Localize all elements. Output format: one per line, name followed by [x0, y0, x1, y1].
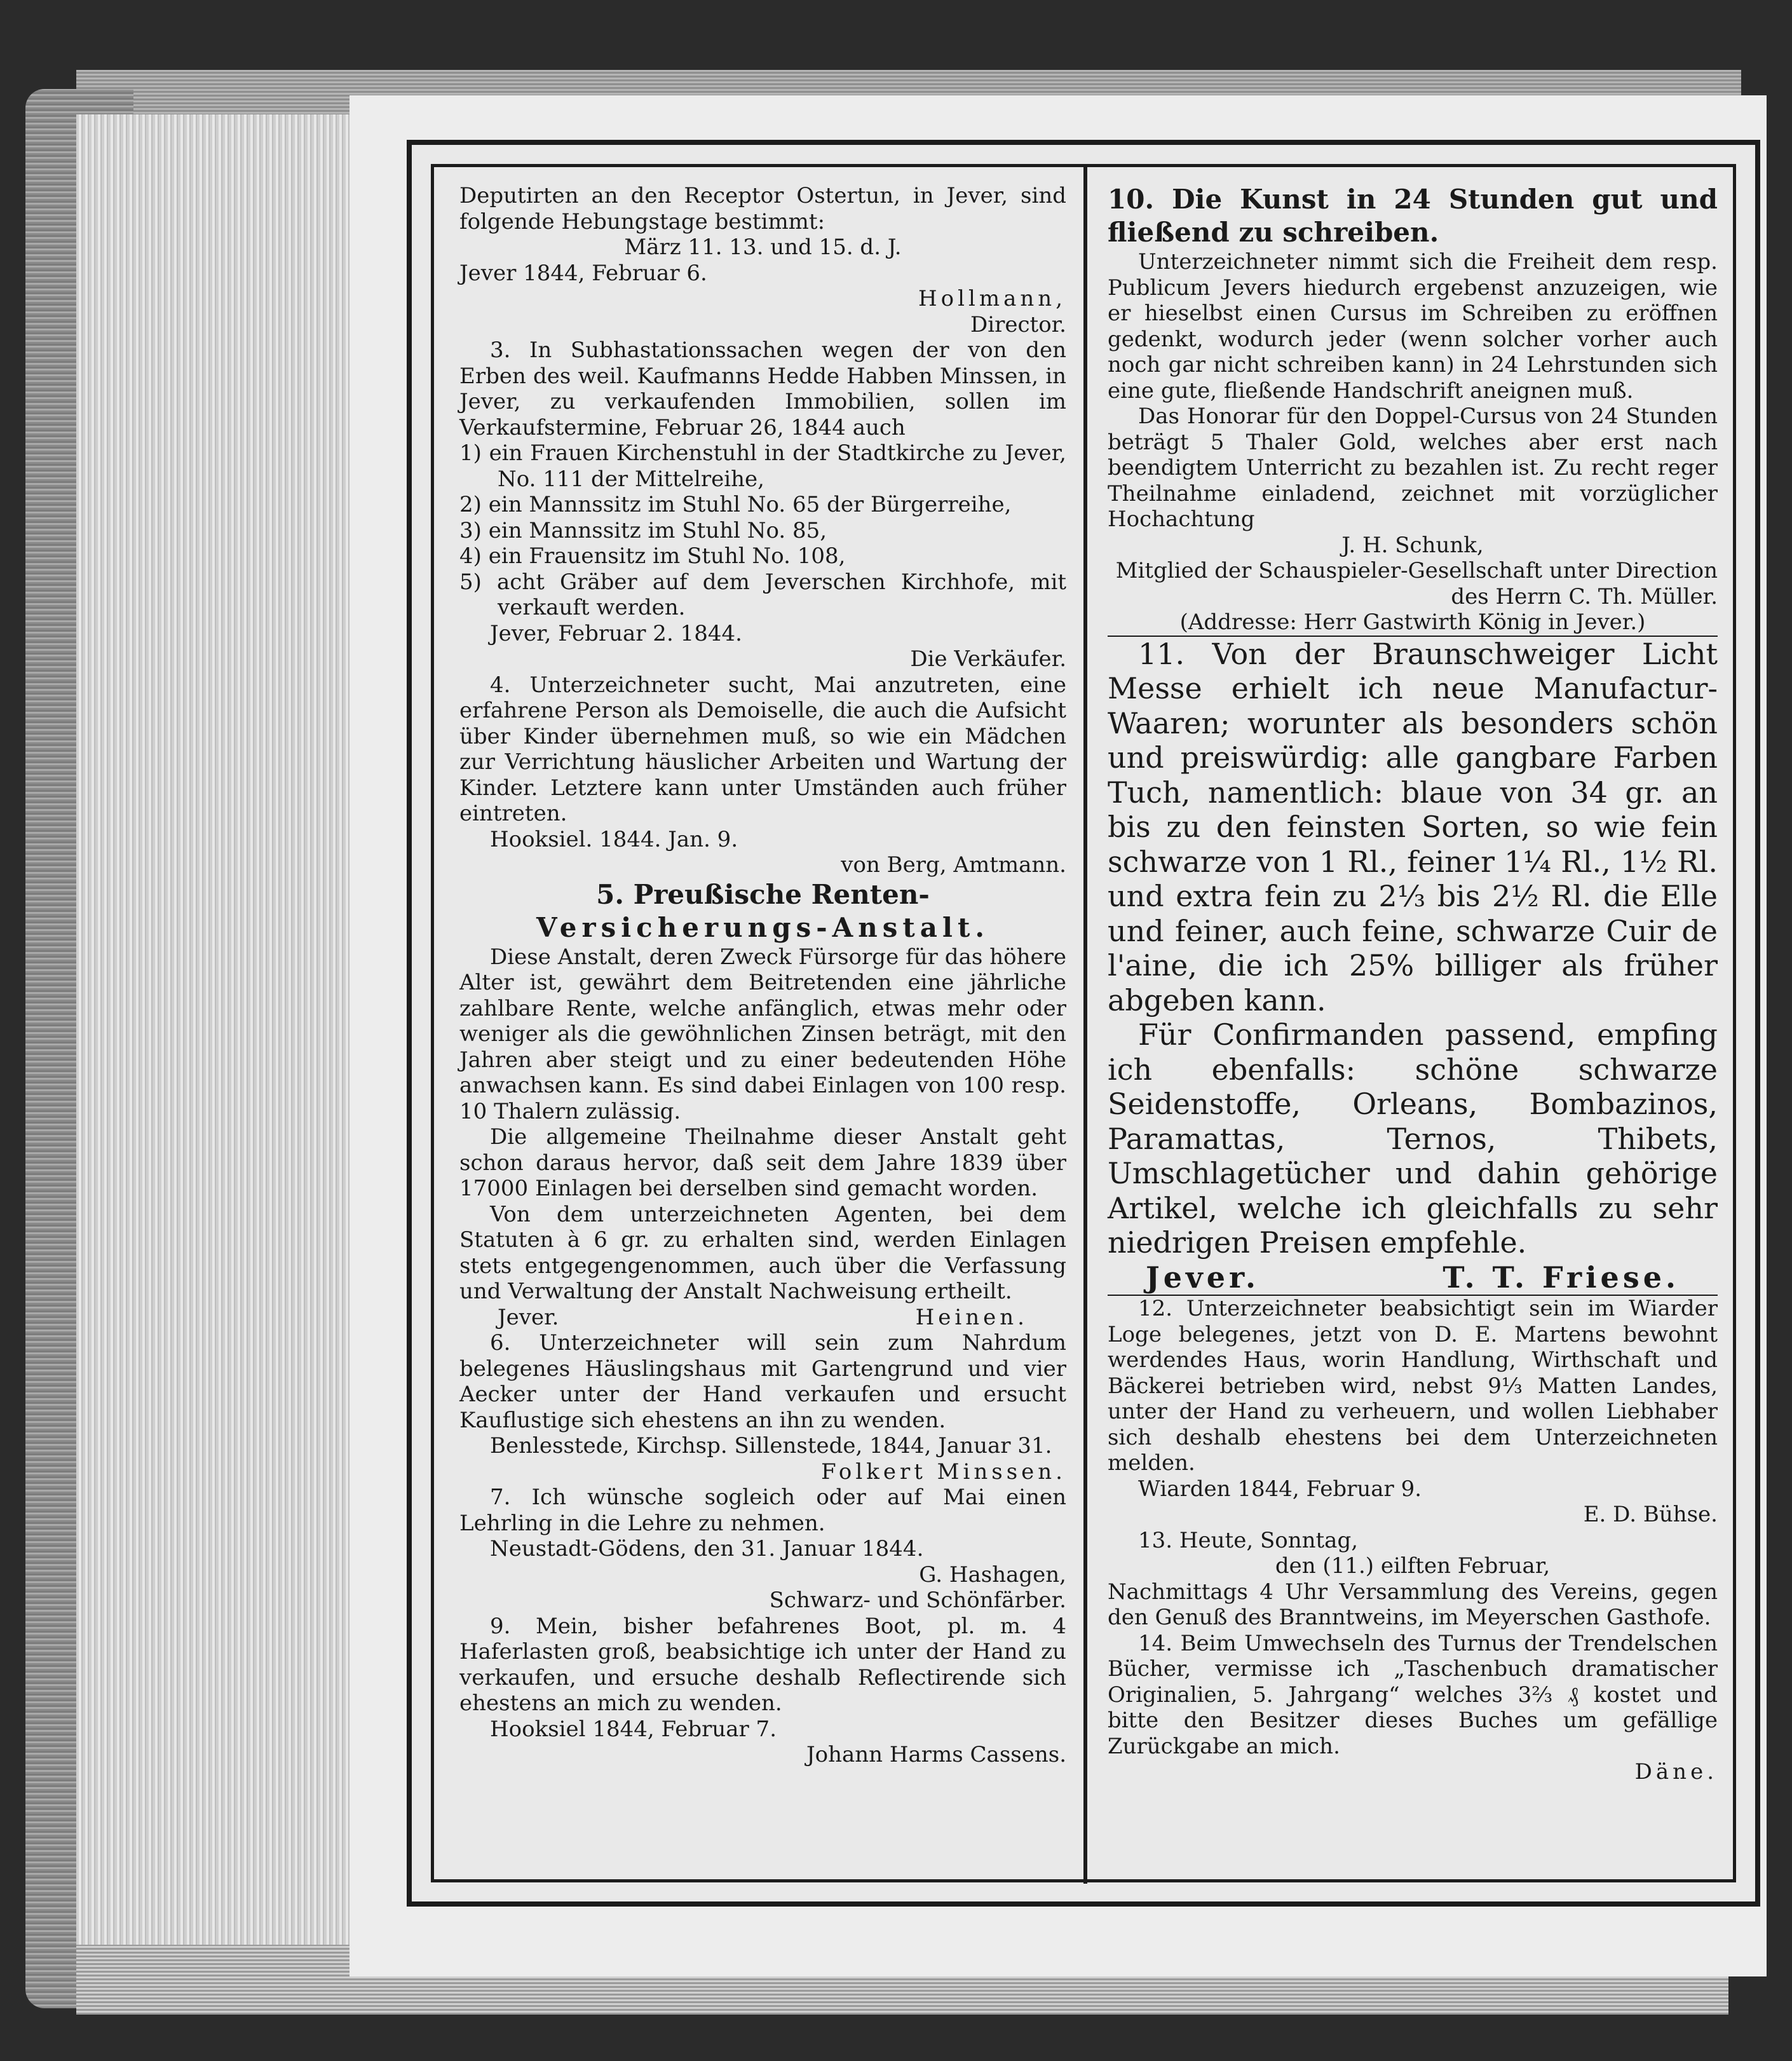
notice-paragraph: 3. In Subhastationssachen wegen der von den Erben des weil. Kaufmanns Hedde Habben Minssen, in Jever, zu verkaufenden Immobilien, sollen im Verkaufstermine, Februar 26, 1844 auch	[459, 337, 1066, 440]
notice-paragraph: Director.	[970, 311, 1066, 337]
notice-paragraph: (Addresse: Herr Gastwirth König in Jever.)	[1179, 609, 1646, 635]
notice-heading: 5. Preußische Renten-	[596, 878, 930, 910]
notice-paragraph: Hooksiel. 1844. Jan. 9.	[490, 826, 738, 852]
notice-paragraph: 9. Mein, bisher befahrenes Boot, pl. m. 4 Haferlasten groß, beabsichtige ich unter der Hand zu verkaufen, und ersuche deshalb Reflectirende sich ehestens an mich zu wenden.	[459, 1613, 1066, 1716]
notice-paragraph: Jever, Februar 2. 1844.	[490, 620, 742, 646]
notice-paragraph: Die Verkäufer.	[910, 646, 1066, 672]
signature-name: Heinen.	[915, 1304, 1028, 1330]
notice-paragraph: 7. Ich wünsche sogleich oder auf Mai einen Lehrling in die Lehre zu nehmen.	[459, 1485, 1066, 1536]
page-stack	[76, 114, 350, 1996]
notice-paragraph: Diese Anstalt, deren Zweck Fürsorge für das höhere Alter ist, gewährt dem Beitretenden eine jährliche zahlbare Rente, welche anfänglich, etwas mehr oder weniger als die gewöhnlichen Zinsen beträgt, mit den Jahren aber steigt und zu einer bedeutenden Höhe anwachsen kann. Es sind dabei Einlagen von 100 resp. 10 Thalern zulässig.	[459, 944, 1066, 1124]
notice-paragraph: Unterzeichneter nimmt sich die Freiheit dem resp. Publicum Jevers hiedurch ergebenst anzuzeigen, wie er hieselbst einen Cursus im Schreiben zu eröffnen gedenkt, wodurch jeder (wenn solcher vorher auch noch gar nicht schreiben kann) in 24 Lehrstunden sich eine gute, fließende Handschrift aneignen muß.	[1108, 249, 1718, 404]
notice-paragraph: Hollmann,	[918, 286, 1066, 311]
notice-paragraph: Neustadt-Gödens, den 31. Januar 1844.	[490, 1536, 924, 1561]
notice-paragraph: Folkert Minssen.	[821, 1459, 1066, 1485]
notice-paragraph: Jever 1844, Februar 6.	[459, 260, 707, 286]
notice-paragraph: den (11.) eilften Februar,	[1275, 1553, 1551, 1579]
notice-paragraph: 14. Beim Umwechseln des Turnus der Trendelschen Bücher, vermisse ich „Taschenbuch dramatischer Originalien, 5. Jahrgang“ welches 3⅔ ₰ kostet und bitte den Besitzer dieses Buches um gefällige Zurückgabe an mich.	[1108, 1630, 1718, 1759]
notice-paragraph: 6. Unterzeichneter will sein zum Nahrdum belegenes Häuslingshaus mit Gartengrund und vier Aecker unter der Hand verkaufen und ersucht Kauflustige sich ehestens an ihn zu wenden.	[459, 1330, 1066, 1433]
notice-paragraph: Deputirten an den Receptor Ostertun, in Jever, sind folgende Hebungstage bestimmt:	[459, 183, 1066, 235]
notice-paragraph: Nachmittags 4 Uhr Versammlung des Vereins, gegen den Genuß des Branntweins, im Meyerschen Gasthofe.	[1108, 1579, 1718, 1630]
notice-paragraph: Däne.	[1634, 1759, 1718, 1785]
notice-paragraph: Benlesstede, Kirchsp. Sillenstede, 1844, Januar 31.	[490, 1433, 1052, 1459]
notice-paragraph: 1) ein Frauen Kirchenstuhl in der Stadtkirche zu Jever, No. 111 der Mittelreihe,	[459, 440, 1066, 492]
notice-paragraph: Schwarz- und Schönfärber.	[769, 1588, 1066, 1613]
signature-line	[1108, 1260, 1718, 1295]
notice-paragraph: Wiarden 1844, Februar 9.	[1138, 1476, 1422, 1502]
notice-paragraph: 2) ein Mannssitz im Stuhl No. 65 der Bürgerreihe,	[459, 492, 1012, 517]
page-frame	[407, 140, 1760, 1907]
notice-paragraph: 11. Von der Braunschweiger Licht Messe erhielt ich neue Manufactur-Waaren; worunter als besonders schön und preiswürdig: alle gangbare Farben Tuch, namentlich: blaue von 34 gr. an bis zu den feinsten Sorten, so wie fein schwarze von 1 Rl., feiner 1¼ Rl., 1½ Rl. und extra fein zu 2⅓ bis 2½ Rl. die Elle und feiner, auch feine, schwarze Cuir de l'aine, die ich 25% billiger als früher abgeben kann.	[1108, 636, 1718, 1017]
signature-line	[459, 1305, 1066, 1331]
column-divider	[1083, 164, 1087, 1884]
signature-place: Jever.	[1146, 1260, 1260, 1295]
notice-paragraph: Von dem unterzeichneten Agenten, bei dem Statuten à 6 gr. zu erhalten sind, werden Einlagen stets entgegengenommen, auch über die Verfassung und Verwaltung der Anstalt Nachweisung ertheilt.	[459, 1201, 1066, 1304]
right-column	[1108, 183, 1718, 1785]
notice-paragraph: Hooksiel 1844, Februar 7.	[490, 1716, 777, 1742]
notice-paragraph: 4) ein Frauensitz im Stuhl No. 108,	[459, 543, 846, 569]
notice-paragraph: 13. Heute, Sonntag,	[1138, 1527, 1359, 1553]
notice-paragraph: Mitglied der Schauspieler-Gesellschaft unter Direction des Herrn C. Th. Müller.	[1115, 558, 1718, 609]
notice-paragraph: Die allgemeine Theilnahme dieser Anstalt geht schon daraus hervor, daß seit dem Jahre 1839 über 17000 Einlagen bei derselben sind gemacht worden.	[459, 1124, 1066, 1201]
notice-paragraph: Das Honorar für den Doppel-Cursus von 24 Stunden beträgt 5 Thaler Gold, welches aber erst nach beendigtem Unterricht zu bezahlen ist. Zu recht reger Theilnahme einladend, zeichnet mit vorzüglicher Hochachtung	[1108, 404, 1718, 532]
notice-paragraph: 5) acht Gräber auf dem Jeverschen Kirchhofe, mit verkauft werden.	[459, 569, 1066, 620]
notice-paragraph: J. H. Schunk,	[1341, 532, 1484, 558]
notice-paragraph: 4. Unterzeichneter sucht, Mai anzutreten, eine erfahrene Person als Demoiselle, die auch die Aufsicht über Kinder übernehmen muß, so wie ein Mädchen zur Verrichtung häuslicher Arbeiten und Wartung der Kinder. Letztere kann unter Umständen auch früher eintreten.	[459, 672, 1066, 826]
notice-heading: Versicherungs-Anstalt.	[536, 911, 990, 943]
signature-place: Jever.	[498, 1304, 559, 1330]
notice-paragraph: Für Confirmanden passend, empfing ich ebenfalls: schöne schwarze Seidenstoffe, Orleans, Bombazinos, Paramattas, Ternos, Thibets, Umschlagetücher und dahin gehörige Artikel, welche ich gleichfalls zu sehr niedrigen Preisen empfehle.	[1108, 1017, 1718, 1260]
notice-paragraph: 12. Unterzeichneter beabsichtigt sein im Wiarder Loge belegenes, jetzt von D. E. Martens bewohnt werdendes Haus, worin Handlung, Wirthschaft und Bäckerei betrieben wird, nebst 9⅓ Matten Landes, unter der Hand zu verheuern, und wollen Liebhaber sich deshalb ehestens bei dem Unterzeichneten melden.	[1108, 1296, 1718, 1476]
signature-name: T. T. Friese.	[1442, 1260, 1680, 1295]
notice-paragraph: Johann Harms Cassens.	[806, 1742, 1066, 1767]
notice-paragraph: 3) ein Mannssitz im Stuhl No. 85,	[459, 517, 827, 543]
left-column	[459, 183, 1066, 1768]
notice-heading: 10. Die Kunst in 24 Stunden gut und fließend zu schreiben.	[1108, 184, 1718, 248]
notice-paragraph: G. Hashagen,	[919, 1561, 1066, 1588]
notice-paragraph: von Berg, Amtmann.	[841, 852, 1066, 878]
notice-paragraph: März 11. 13. und 15. d. J.	[624, 235, 902, 260]
notice-paragraph: E. D. Bühse.	[1583, 1502, 1718, 1527]
